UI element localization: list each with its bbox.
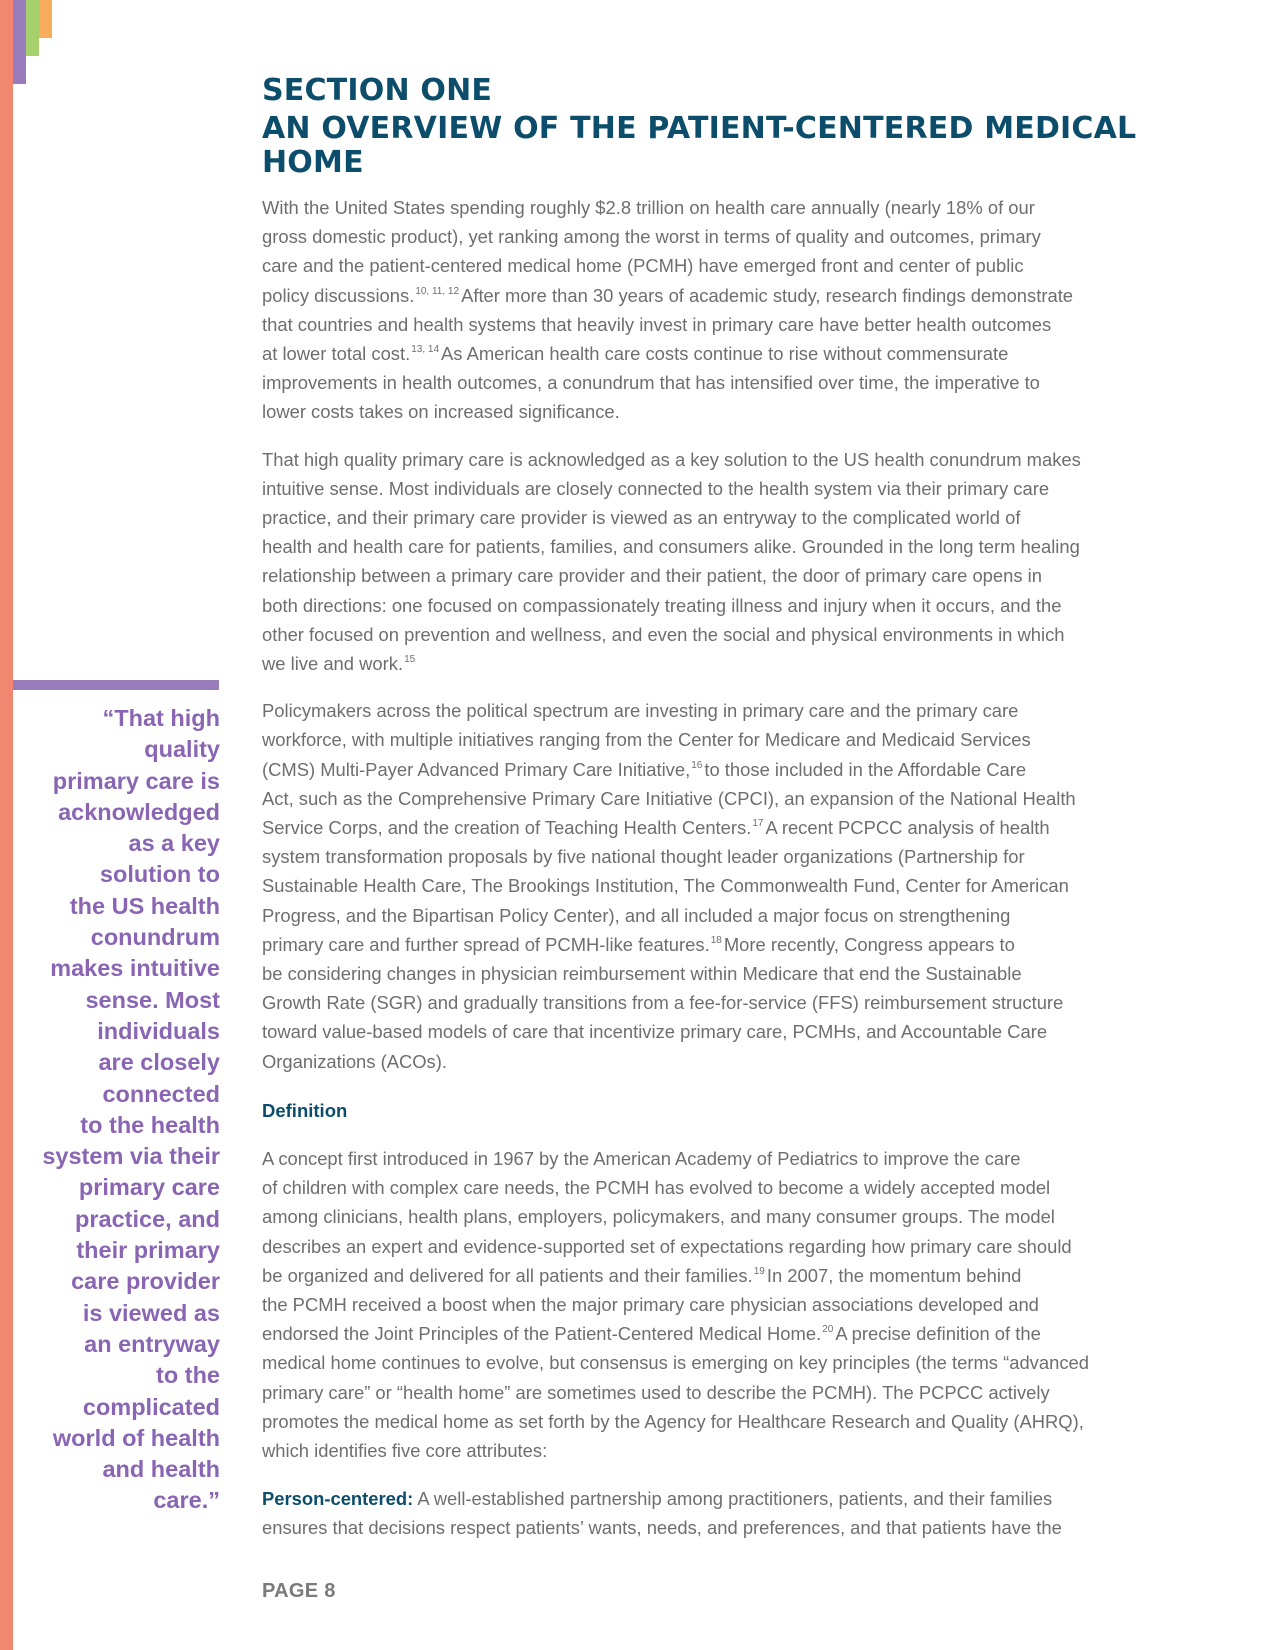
line-text: endorsed the Joint Principles of the Patient-Centered Medical Home. xyxy=(262,1323,822,1345)
page-number: PAGE 8 xyxy=(262,1580,336,1602)
line-text: Service Corps, and the creation of Teaching Health Centers. xyxy=(262,817,752,839)
paragraph-line: Growth Rate (SGR) and gradually transitions from a fee-for-service (FFS) reimbursement structure xyxy=(262,992,1064,1014)
body-paragraph-primary-care xyxy=(262,445,1148,679)
footnote-ref: 19 xyxy=(753,1265,765,1277)
decorative-purple-stripe xyxy=(13,0,26,84)
decorative-green-stripe xyxy=(26,0,39,56)
line-text: As American health care costs continue to rise without commensurate xyxy=(441,343,1009,365)
paragraph-line: medical home continues to evolve, but consensus is emerging on key principles (the terms “advanced xyxy=(262,1352,1089,1374)
paragraph-line: both directions: one focused on compassionately treating illness and injury when it occurs, and the xyxy=(262,594,1062,616)
paragraph-line xyxy=(262,649,1148,678)
paragraph-line: That high quality primary care is acknowledged as a key solution to the US health conundrum makes xyxy=(262,448,1081,470)
paragraph-line: the PCMH received a boost when the major primary care physician associations developed and xyxy=(262,1293,1039,1315)
line-text: we live and work. xyxy=(262,653,404,675)
line-text: policy discussions. xyxy=(262,284,415,306)
line-text: More recently, Congress appears to xyxy=(723,933,1015,955)
footnote-ref: 16 xyxy=(691,759,703,771)
paragraph-line: be considering changes in physician reimbursement within Medicare that end the Sustainable xyxy=(262,963,1022,985)
line-text: A recent PCPCC analysis of health xyxy=(765,817,1050,839)
paragraph-line: health and health care for patients, families, and consumers alike. Grounded in the long term healing xyxy=(262,536,1080,558)
section-label: SECTION ONE xyxy=(262,73,493,108)
footnote-ref: 10, 11, 12 xyxy=(415,285,460,297)
paragraph-line: Organizations (ACOs). xyxy=(262,1050,447,1072)
line-text: After more than 30 years of academic study, research findings demonstrate xyxy=(461,284,1074,306)
paragraph-line: relationship between a primary care provider and their patient, the door of primary care opens in xyxy=(262,565,1042,587)
definition-heading: Definition xyxy=(262,1099,348,1121)
paragraph-line xyxy=(262,1261,1148,1290)
paragraph-line: system transformation proposals by five national thought leader organizations (Partnership for xyxy=(262,846,1025,868)
paragraph-line: Sustainable Health Care, The Brookings Institution, The Commonwealth Fund, Center for American xyxy=(262,875,1069,897)
main-content xyxy=(262,74,1148,1543)
paragraph-line xyxy=(262,930,1148,959)
section-title: AN OVERVIEW OF THE PATIENT-CENTERED MEDICAL HOME xyxy=(262,111,1137,180)
paragraph-line: improvements in health outcomes, a conundrum that has intensified over time, the imperative to xyxy=(262,372,1040,394)
line-text: A well-established partnership among practitioners, patients, and their families xyxy=(417,1488,1053,1510)
body-paragraph-person-centered xyxy=(262,1484,1148,1542)
footnote-ref: 20 xyxy=(822,1324,834,1336)
paragraph-line: toward value-based models of care that incentivize primary care, PCMHs, and Accountable Care xyxy=(262,1021,1048,1043)
footnote-ref: 13, 14 xyxy=(411,344,440,356)
paragraph-line: gross domestic product), yet ranking among the worst in terms of quality and outcomes, primary xyxy=(262,226,1041,248)
paragraph-line xyxy=(262,281,1148,310)
pullquote-divider xyxy=(13,680,219,690)
footnote-ref: 15 xyxy=(404,654,416,666)
pullquote: “That high quality primary care is acknowledged as a key solution to the US health conundrum makes intuitive sense. Most individuals are closely connected to the health system via their primary care practice, and their primary care provider is viewed as an entryway to the complicated world of health and health care.” xyxy=(42,705,220,1514)
paragraph-line: which identifies five core attributes: xyxy=(262,1439,548,1461)
paragraph-line: primary care” or “health home” are sometimes used to describe the PCMH). The PCPCC actively xyxy=(262,1381,1050,1403)
paragraph-line: of children with complex care needs, the PCMH has evolved to become a widely accepted model xyxy=(262,1177,1051,1199)
paragraph-line xyxy=(262,1484,1148,1513)
paragraph-line: ensures that decisions respect patients’ wants, needs, and preferences, and that patients have the xyxy=(262,1517,1062,1539)
paragraph-line: care and the patient-centered medical home (PCMH) have emerged front and center of public xyxy=(262,255,1024,277)
paragraph-line: practice, and their primary care provider is viewed as an entryway to the complicated world of xyxy=(262,507,1021,529)
paragraph-line: promotes the medical home as set forth by the Agency for Healthcare Research and Quality (AHRQ), xyxy=(262,1410,1084,1432)
paragraph-line: Policymakers across the political spectrum are investing in primary care and the primary care xyxy=(262,700,1019,722)
line-text: A precise definition of the xyxy=(835,1323,1041,1345)
term-label: Person-centered: xyxy=(262,1488,414,1510)
left-color-strip xyxy=(0,0,13,1650)
paragraph-line xyxy=(262,339,1148,368)
paragraph-line: A concept first introduced in 1967 by the American Academy of Pediatrics to improve the care xyxy=(262,1147,1021,1169)
body-paragraph-policymakers xyxy=(262,696,1148,1076)
paragraph-line: describes an expert and evidence-supported set of expectations regarding how primary care should xyxy=(262,1235,1072,1257)
paragraph-line: workforce, with multiple initiatives ranging from the Center for Medicare and Medicaid Services xyxy=(262,729,1031,751)
line-text: primary care and further spread of PCMH-like features. xyxy=(262,933,710,955)
paragraph-line: Progress, and the Bipartisan Policy Center), and all included a major focus on strengthening xyxy=(262,904,1011,926)
paragraph-line: Act, such as the Comprehensive Primary Care Initiative (CPCI), an expansion of the National Health xyxy=(262,787,1076,809)
footnote-ref: 18 xyxy=(710,934,722,946)
paragraph-line xyxy=(262,755,1148,784)
paragraph-line: intuitive sense. Most individuals are closely connected to the health system via their primary care xyxy=(262,477,1050,499)
line-text: to those included in the Affordable Care xyxy=(704,758,1027,780)
paragraph-line: other focused on prevention and wellness, and even the social and physical environments in which xyxy=(262,623,1065,645)
footnote-ref: 17 xyxy=(752,818,764,830)
line-text: In 2007, the momentum behind xyxy=(766,1264,1022,1286)
line-text: (CMS) Multi-Payer Advanced Primary Care Initiative, xyxy=(262,758,691,780)
body-paragraph-spending xyxy=(262,193,1148,427)
line-text: at lower total cost. xyxy=(262,343,411,365)
paragraph-line: among clinicians, health plans, employers, policymakers, and many consumer groups. The model xyxy=(262,1206,1055,1228)
decorative-orange-stripe xyxy=(39,0,52,38)
paragraph-line: that countries and health systems that heavily invest in primary care have better health outcomes xyxy=(262,313,1052,335)
paragraph-line xyxy=(262,1319,1148,1348)
body-paragraph-definition xyxy=(262,1144,1148,1465)
line-text: be organized and delivered for all patients and their families. xyxy=(262,1264,753,1286)
paragraph-line: lower costs takes on increased significance. xyxy=(262,401,620,423)
paragraph-line xyxy=(262,813,1148,842)
paragraph-line: With the United States spending roughly $2.8 trillion on health care annually (nearly 18% of our xyxy=(262,197,1035,218)
